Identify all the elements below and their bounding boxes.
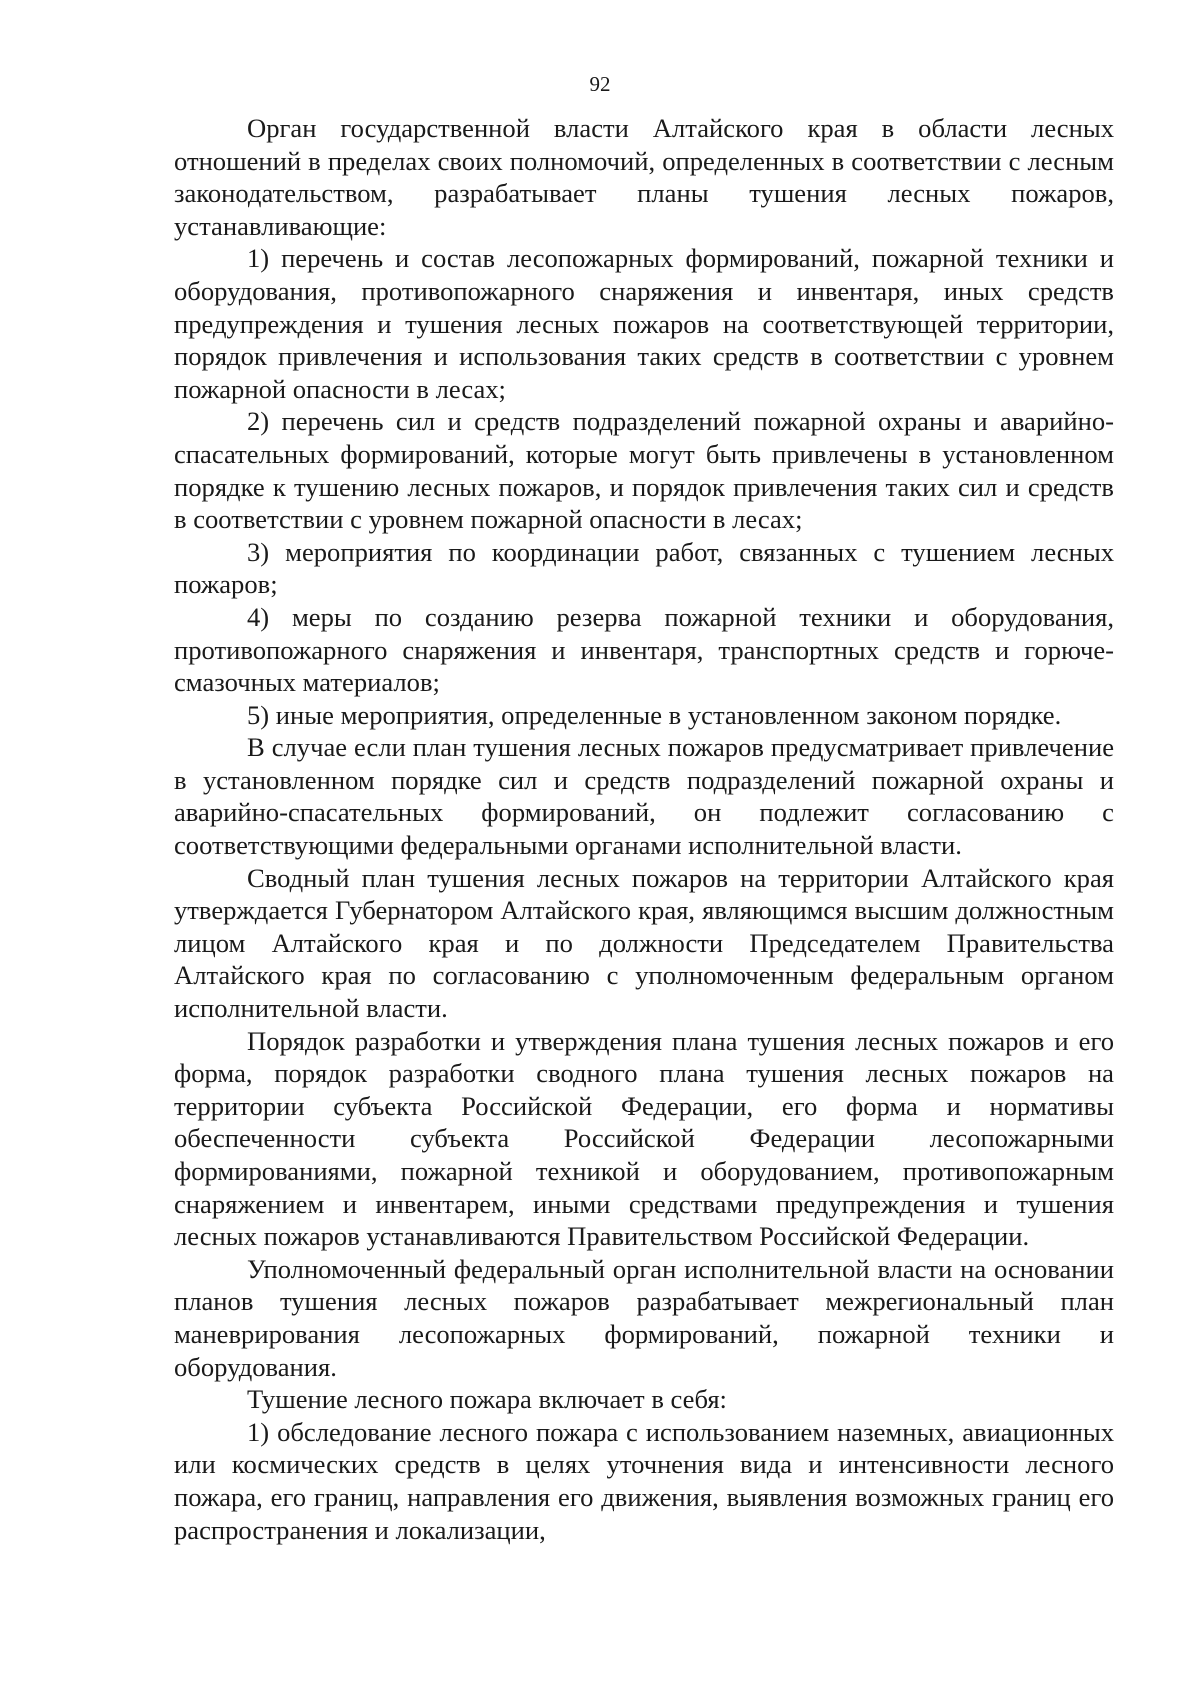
paragraph-item-4: 4) меры по созданию резерва пожарной техники и оборудования, противопожарного снаряжения и инвентаря, транспортных средств и горюче-смазочных материалов;: [174, 601, 1114, 698]
paragraph-item-1: 1) перечень и состав лесопожарных формирований, пожарной техники и оборудования, противопожарного снаряжения и инвентаря, иных средств предупреждения и тушения лесных пожаров на соответствующей территории, порядок привлечения и использования таких средств в соответствии с уровнем пожарной опасности в лесах;: [174, 243, 1114, 404]
paragraph-item-2: 2) перечень сил и средств подразделений пожарной охраны и аварийно-спасательных формирований, которые могут быть привлечены в установленном порядке к тушению лесных пожаров, и порядок привлечения таких сил и средств в соответствии с уровнем пожарной опасности в лесах;: [174, 406, 1114, 535]
paragraph-coordination: В случае если план тушения лесных пожаров предусматривает привлечение в установленном порядке сил и средств подразделений пожарной охраны и аварийно-спасательных формирований, он подлежит согласованию с соответствующими федеральными органами исполнительной власти.: [174, 732, 1114, 861]
paragraph-intro: Орган государственной власти Алтайского края в области лесных отношений в пределах своих полномочий, определенных в соответствии с лесным законодательством, разрабатывает планы тушения лесных пожаров, устанавливающие:: [174, 113, 1114, 241]
paragraph-item-3: 3) мероприятия по координации работ, связанных с тушением лесных пожаров;: [174, 536, 1114, 600]
document-body: [174, 112, 1114, 1546]
paragraph-consolidated-plan: Сводный план тушения лесных пожаров на территории Алтайского края утверждается Губернатором Алтайского края, являющимся высшим должностным лицом Алтайского края и по должности Председателем Правительства Алтайского края по согласованию с уполномоченным федеральным органом исполнительной власти.: [174, 862, 1114, 1024]
paragraph-interregional-plan: Уполномоченный федеральный орган исполнительной власти на основании планов тушения лесных пожаров разрабатывает межрегиональный план маневрирования лесопожарных формирований, пожарной техники и оборудования.: [174, 1253, 1114, 1382]
paragraph-firefighting-heading: Тушение лесного пожара включает в себя:: [247, 1384, 727, 1415]
paragraph-firefighting-item-1: 1) обследование лесного пожара с использованием наземных, авиационных или космических средств в целях уточнения вида и интенсивности лесного пожара, его границ, направления его движения, выявления возможных границ его распространения и локализации,: [174, 1416, 1114, 1545]
paragraph-procedure: Порядок разработки и утверждения плана тушения лесных пожаров и его форма, порядок разработки сводного плана тушения лесных пожаров на территории субъекта Российской Федерации, его форма и нормативы обеспеченности субъекта Российской Федерации лесопожарными формированиями, пожарной техникой и оборудованием, противопожарным снаряжением и инвентарем, иными средствами предупреждения и тушения лесных пожаров устанавливаются Правительством Российской Федерации.: [174, 1025, 1114, 1252]
page-number: 92: [589, 72, 611, 96]
paragraph-item-5: 5) иные мероприятия, определенные в установленном законом порядке.: [247, 699, 1062, 730]
